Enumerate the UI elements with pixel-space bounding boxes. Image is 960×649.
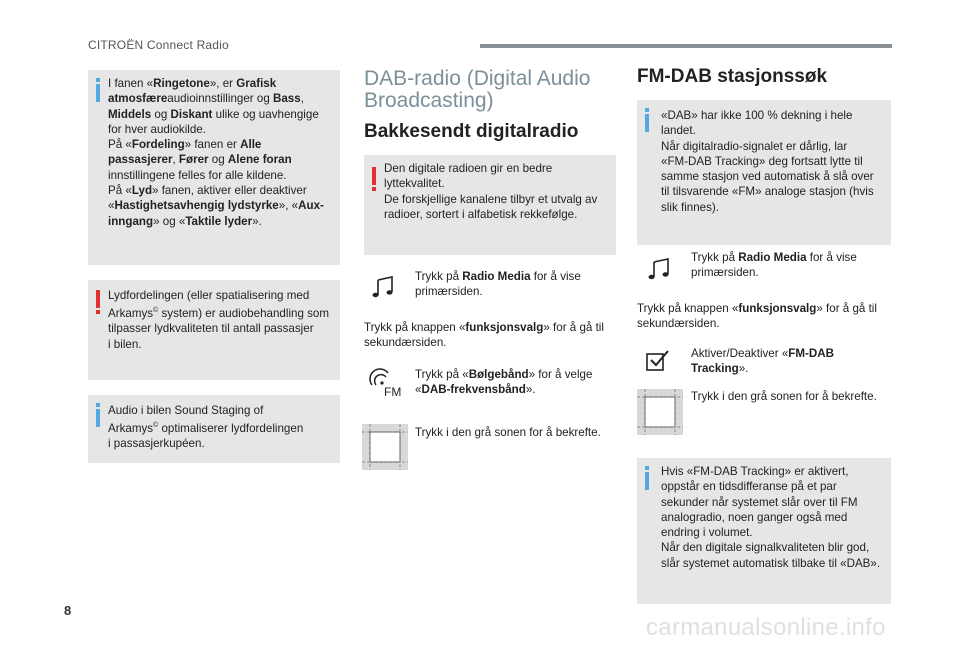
step-confirm: Trykk i den grå sonen for å bekrefte. (415, 426, 601, 439)
watermark: carmanualsonline.info (646, 614, 886, 641)
checkbox-icon (645, 348, 671, 372)
section-title: DAB-radio (Digital Audio Broadcasting) (364, 67, 591, 112)
step-radio-media: Trykk på Radio Media for å vise primærsiden. (415, 270, 581, 299)
info-box-equalizer (88, 70, 340, 265)
header-rule (480, 44, 892, 48)
info-text: «DAB» har ikke 100 % dekning i hele landet. Når digitalradio-signalet er dårlig, lar «FM-DAB Tracking» deg fortsatt lytte til samme stasjon ved automatisk å slå over til tilsvarende «FM» analoge stasjon (hvis slik finnes). (661, 109, 874, 214)
step-radio-media: Trykk på Radio Media for å vise primærsiden. (691, 251, 857, 280)
info-box-tracking-delay (637, 458, 891, 604)
info-marker (96, 84, 100, 102)
step-waveband: Trykk på «Bølgebånd» for å velge «DAB-frekvensbånd». (415, 368, 593, 397)
info-box-sound-staging (88, 395, 340, 463)
grey-zone-confirm-icon (362, 424, 408, 470)
page-number: 8 (64, 603, 72, 618)
warning-marker (96, 290, 100, 308)
grey-zone-confirm-icon (637, 389, 683, 435)
step-function-select: Trykk på knappen «funksjonsvalg» for å gå til sekundærsiden. (637, 302, 877, 331)
info-marker (645, 114, 649, 132)
info-text: Audio i bilen Sound Staging of Arkamys© optimaliserer lydfordelingen i passasjerkupéen. (108, 404, 304, 451)
warning-box-sound-distribution (88, 280, 340, 380)
section-title-fm-dab: FM-DAB stasjonssøk (637, 66, 828, 87)
fm-label: FM (384, 385, 402, 399)
info-text: Hvis «FM-DAB Tracking» er aktivert, oppstår en tidsdifferanse på et par sekunder når systemet slår over til FM analogradio, noen ganger også med endring i volumet. Når den digitale signalkvaliteten blir god, slår systemet automatisk tilbake til «DAB». (661, 465, 881, 570)
warning-box-digital-radio (364, 155, 616, 255)
step-confirm: Trykk i den grå sonen for å bekrefte. (691, 390, 877, 403)
info-marker (96, 409, 100, 427)
info-marker (645, 472, 649, 490)
step-function-select: Trykk på knappen «funksjonsvalg» for å gå til sekundærsiden. (364, 321, 604, 350)
music-note-icon (648, 258, 674, 280)
section-subtitle: Bakkesendt digitalradio (364, 121, 579, 142)
page-header: CITROËN Connect Radio (88, 38, 229, 52)
music-note-icon (372, 276, 398, 298)
warning-text: Den digitale radioen gir en bedre lyttekvalitet. De forskjellige kanalene tilbyr et utvalg av radioer, sortert i alfabetisk rekkefølge. (384, 162, 598, 221)
warning-text: Lydfordelingen (eller spatialisering med Arkamys© system) er audiobehandling som tilpasser lydkvaliteten til antall passasjer i bilen. (108, 289, 330, 351)
info-box-dab-coverage (637, 100, 891, 245)
fm-band-icon (366, 367, 406, 401)
info-text: I fanen «Ringetone», er Grafisk atmosfæreaudioinnstillinger og Bass, Middels og Diskant ulike og uavhengige for hver audiokilde. På «Fordeling» fanen er Alle passasjerer, Fører og Alene foran innstillingene felles for alle kildene. På «Lyd» fanen, aktiver eller deaktiver «Hastighetsavhengig lydstyrke», «Aux- inngang» og «Taktile lyder». (108, 77, 324, 228)
warning-marker (372, 167, 376, 185)
step-fm-dab-tracking: Aktiver/Deaktiver «FM-DAB Tracking». (691, 347, 835, 376)
